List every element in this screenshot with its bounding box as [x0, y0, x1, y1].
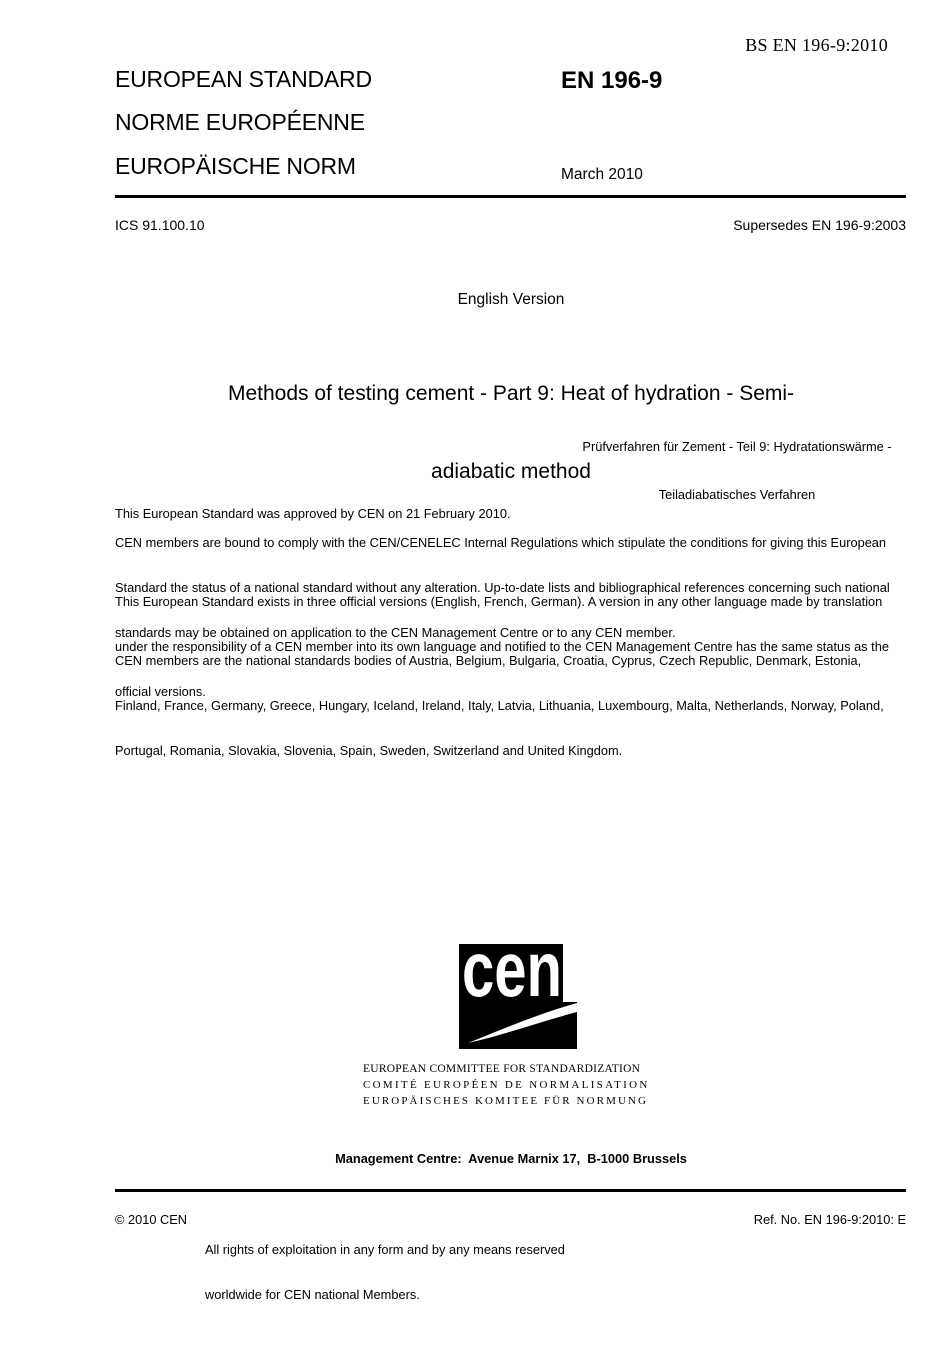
language-version: English Version — [457, 291, 565, 308]
paragraph-line: standards may be obtained on application to the CEN Management Centre or to any CEN member. — [115, 625, 676, 640]
reference-number: Ref. No. EN 196-9:2010: E — [753, 1212, 906, 1227]
standard-title-german: EUROPÄISCHE NORM — [115, 153, 356, 179]
german-title-line: Prüfverfahren für Zement - Teil 9: Hydratationswärme - — [582, 439, 892, 454]
committee-name-french: COMITÉ EUROPÉEN DE NORMALISATION — [363, 1079, 650, 1091]
paragraph-line: official versions. — [115, 684, 206, 699]
standard-title-english: EUROPEAN STANDARD — [115, 66, 372, 92]
rights-statement — [205, 1212, 565, 1332]
document-title-line: Methods of testing cement - Part 9: Heat of hydration - Semi- — [227, 382, 795, 405]
bottom-divider — [115, 1189, 906, 1192]
document-title-line: adiabatic method — [431, 460, 591, 483]
supersedes-note: Supersedes EN 196-9:2003 — [733, 217, 906, 233]
german-title-line: Teiladiabatisches Verfahren — [658, 487, 816, 502]
management-centre-address: Management Centre: Avenue Marnix 17, B-1000 Brussels — [335, 1151, 687, 1166]
committee-name-german: EUROPÄISCHES KOMITEE FÜR NORMUNG — [363, 1095, 649, 1107]
paragraph-line: CEN members are bound to comply with the CEN/CENELEC Internal Regulations which stipulate the conditions for giving this European — [115, 535, 887, 550]
paragraph-line: Finland, France, Germany, Greece, Hungary, Iceland, Ireland, Italy, Latvia, Lithuania, Luxembourg, Malta, Netherlands, Norway, Poland, — [115, 698, 884, 713]
paragraph-line: This European Standard exists in three official versions (English, French, German). A version in any other language made by translation — [115, 594, 883, 609]
committee-name-english: EUROPEAN COMMITTEE FOR STANDARDIZATION — [363, 1063, 641, 1075]
paragraph-line: under the responsibility of a CEN member into its own language and notified to the CEN Management Centre has the same status as the — [115, 639, 889, 654]
cen-logo-text: cen — [462, 925, 562, 1013]
paragraph-line: Standard the status of a national standard without any alteration. Up-to-date lists and bibliographical references concerning such national — [115, 580, 890, 595]
paragraph-line: CEN members are the national standards bodies of Austria, Belgium, Bulgaria, Croatia, Cyprus, Czech Republic, Denmark, Estonia, — [115, 653, 862, 668]
rights-line: worldwide for CEN national Members. — [205, 1287, 420, 1302]
members-paragraph — [115, 623, 884, 788]
paragraph-line: This European Standard was approved by CEN on 21 February 2010. — [115, 506, 511, 521]
ics-code: ICS 91.100.10 — [115, 217, 205, 233]
copyright-notice: © 2010 CEN — [115, 1212, 188, 1227]
standard-title-french: NORME EUROPÉENNE — [115, 109, 365, 135]
standard-date: March 2010 — [561, 166, 643, 183]
top-divider — [115, 195, 906, 198]
standard-number: EN 196-9 — [561, 67, 663, 94]
rights-line: All rights of exploitation in any form and by any means reserved — [205, 1242, 565, 1257]
cen-logo-icon — [459, 925, 577, 1049]
paragraph-line: Portugal, Romania, Slovakia, Slovenia, Spain, Sweden, Switzerland and United Kingdom. — [115, 743, 623, 758]
document-reference: BS EN 196-9:2010 — [745, 35, 888, 55]
